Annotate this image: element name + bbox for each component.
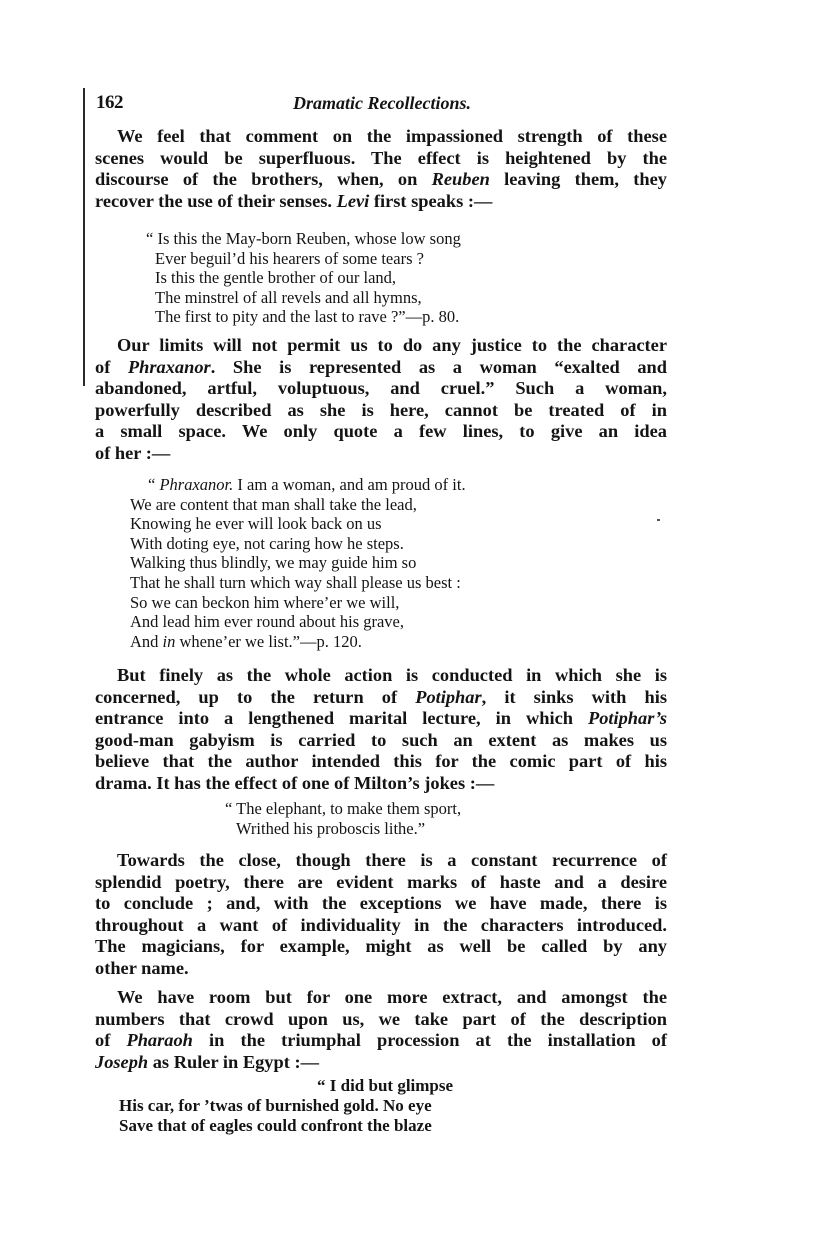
verse-quote-reuben (146, 229, 461, 327)
verse-line: “ The elephant, to make them sport, (225, 799, 462, 818)
text-line: But finely as the whole action is conducted in which she is (117, 665, 667, 685)
text-line: Our limits will not permit us to do any justice to the character (117, 335, 667, 355)
text-line: of Phraxanor. She is represented as a woman “exalted and (95, 356, 667, 377)
text-line: abandoned, artful, voluptuous, and cruel.” Such a woman, (95, 378, 667, 399)
paragraph-3 (95, 665, 667, 795)
text-line: Towards the close, though there is a constant recurrence of (117, 850, 667, 870)
text-line: of Pharaoh in the triumphal procession at the installation of (95, 1030, 668, 1051)
text-line: recover the use of their senses. Levi first speaks :— (95, 190, 493, 211)
italic-name: Levi (336, 190, 370, 211)
italic-name: Phraxanor. (159, 475, 234, 494)
print-speck (657, 519, 660, 521)
verse-line: And lead him ever round about his grave, (130, 612, 405, 632)
verse-line: We are content that man shall take the lead, (130, 494, 417, 514)
text-line: Joseph as Ruler in Egypt :— (95, 1051, 319, 1072)
text-line: We feel that comment on the impassioned strength of these (117, 126, 667, 146)
text-line: good-man gabyism is carried to such an extent as makes us (95, 729, 667, 750)
verse-line: With doting eye, not caring how he steps. (130, 533, 404, 553)
text-line: a small space. We only quote a few lines, to give an idea (95, 421, 667, 442)
verse-line: “ Phraxanor. I am a woman, and am proud of it. (148, 475, 466, 494)
italic-name: in (162, 631, 176, 651)
verse-line: “ I did but glimpse (317, 1076, 454, 1095)
verse-line: Walking thus blindly, we may guide him so (130, 553, 417, 573)
italic-name: Reuben (431, 169, 490, 190)
verse-line: Writhed his proboscis lithe.” (236, 818, 426, 838)
italic-name: Potiphar (415, 686, 482, 707)
verse-line: “ Is this the May-born Reuben, whose low song (146, 229, 461, 248)
verse-line: His car, for ’twas of burnished gold. No eye (119, 1096, 432, 1115)
text-line: splendid poetry, there are evident marks of haste and a desire (95, 871, 667, 892)
page-number: 162 (96, 92, 123, 113)
verse-line: Ever beguil’d his hearers of some tears ? (155, 248, 424, 268)
text-line: entrance into a lengthened marital lecture, in which Potiphar’s (95, 708, 667, 729)
verse-line: Knowing he ever will look back on us (130, 514, 382, 534)
text-line: scenes would be superfluous. The effect is heightened by the (95, 147, 667, 168)
paragraph-2 (95, 335, 667, 465)
text-line: other name. (95, 957, 189, 978)
verse-line: Is this the gentle brother of our land, (155, 268, 397, 288)
text-line: powerfully described as she is here, cannot be treated of in (95, 399, 667, 420)
page-header (96, 92, 668, 116)
verse-quote-milton (225, 799, 461, 838)
text-line: discourse of the brothers, when, on Reuben leaving them, they (95, 169, 667, 190)
text-line: to conclude ; and, with the exceptions we have made, there is (95, 893, 667, 914)
verse-line: So we can beckon him where’er we will, (130, 592, 400, 612)
text-line: of her :— (95, 442, 171, 463)
running-title: Dramatic Recollections. (293, 93, 471, 113)
margin-rule (83, 88, 85, 386)
verse-line: The minstrel of all revels and all hymns, (155, 287, 422, 307)
text-line: We have room but for one more extract, and amongst the (117, 987, 667, 1007)
verse-quote-phraxanor (130, 475, 466, 651)
italic-name: Joseph (95, 1051, 149, 1072)
paragraph-4 (95, 850, 667, 980)
text-line: concerned, up to the return of Potiphar, it sinks with his (95, 686, 667, 707)
verse-quote-pharaoh (119, 1076, 453, 1136)
italic-name: Phraxanor (127, 356, 211, 377)
paragraph-1 (95, 126, 667, 212)
paragraph-5 (95, 987, 667, 1073)
text-line: drama. It has the effect of one of Milton’s jokes :— (95, 772, 495, 793)
text-line: believe that the author intended this for the comic part of his (95, 751, 667, 772)
text-line: numbers that crowd upon us, we take part of the description (95, 1008, 667, 1029)
verse-line: The first to pity and the last to rave ?”—p. 80. (155, 307, 460, 327)
verse-line: Save that of eagles could confront the blaze (119, 1116, 432, 1135)
verse-line: That he shall turn which way shall please us best : (130, 572, 461, 592)
italic-name: Pharaoh (126, 1030, 193, 1051)
text-line: throughout a want of individuality in the characters introduced. (95, 914, 667, 935)
italic-name: Potiphar’s (587, 708, 667, 729)
verse-line: And in whene’er we list.”—p. 120. (130, 631, 362, 651)
text-line: The magicians, for example, might as well be called by any (95, 936, 667, 957)
